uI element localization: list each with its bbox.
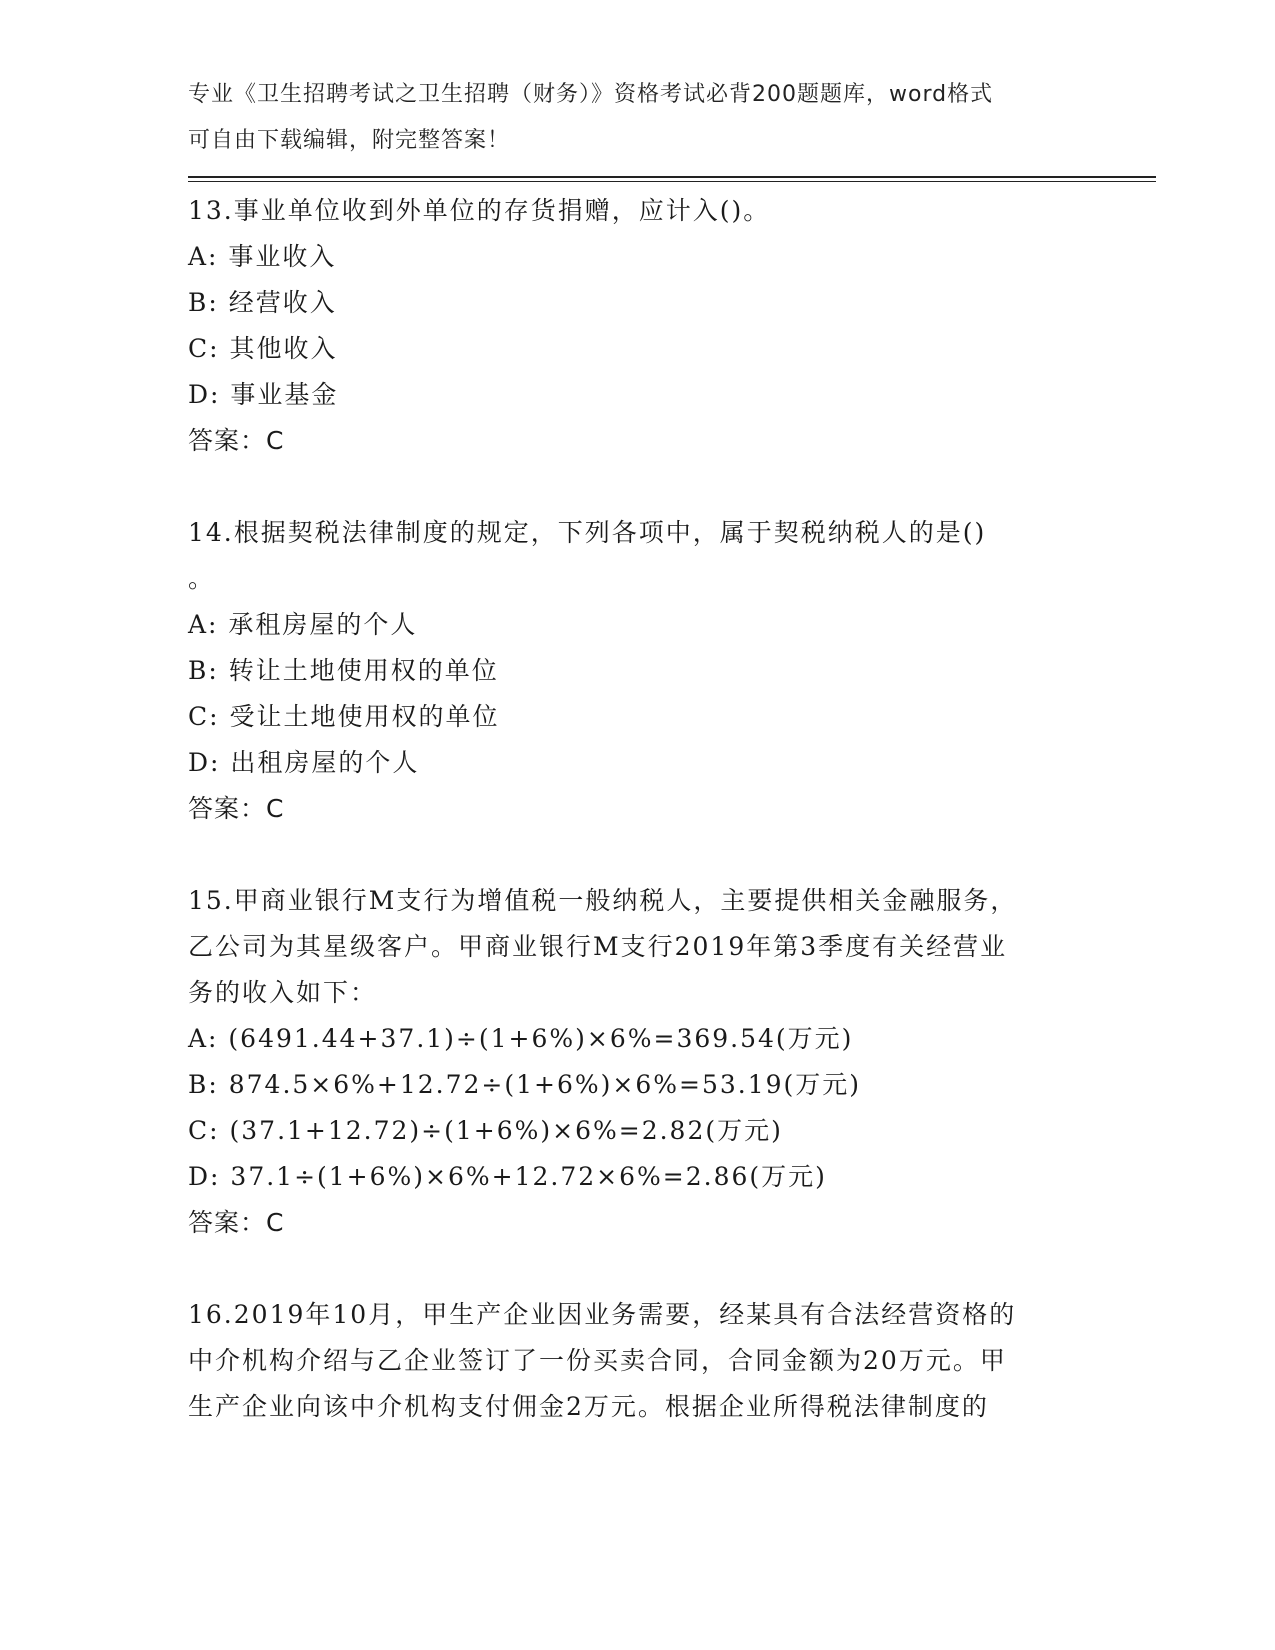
question-15-option-b: B: 874.5×6%+12.72÷(1+6%)×6%=53.19(万元)	[188, 1070, 862, 1099]
question-13-answer: 答案：C	[188, 426, 285, 455]
document-header	[188, 72, 1068, 164]
question-13-option-c: C: 其他收入	[188, 334, 338, 363]
question-14-stem-line-1: 14.根据契税法律制度的规定，下列各项中，属于契税纳税人的是()	[188, 518, 987, 547]
question-15-option-d: D: 37.1÷(1+6%)×6%+12.72×6%=2.86(万元)	[188, 1162, 827, 1191]
question-16-stem-line-2: 中介机构介绍与乙企业签订了一份买卖合同，合同金额为20万元。甲	[188, 1346, 1007, 1375]
question-15-answer: 答案：C	[188, 1208, 285, 1237]
question-16-stem-line-1: 16.2019年10月，甲生产企业因业务需要，经某具有合法经营资格的	[188, 1300, 1017, 1329]
question-14-stem-line-2: 。	[188, 564, 216, 593]
question-15-stem-line-2: 乙公司为其星级客户。甲商业银行M支行2019年第3季度有关经营业	[188, 932, 1008, 961]
question-16-stem-line-3: 生产企业向该中介机构支付佣金2万元。根据企业所得税法律制度的	[188, 1392, 989, 1421]
question-15-stem-line-1: 15.甲商业银行M支行为增值税一般纳税人，主要提供相关金融服务，	[188, 886, 1018, 915]
question-13-option-d: D: 事业基金	[188, 380, 339, 409]
question-15-stem-line-3: 务的收入如下：	[188, 978, 378, 1007]
question-15	[188, 878, 1078, 1246]
question-13-option-b: B: 经营收入	[188, 288, 337, 317]
question-14-option-b: B: 转让土地使用权的单位	[188, 656, 499, 685]
question-16	[188, 1292, 1078, 1430]
question-list	[188, 188, 1078, 1430]
header-rule-thin	[188, 181, 1156, 182]
header-line-1: 专业《卫生招聘考试之卫生招聘（财务）》资格考试必背200题题库，word格式	[188, 82, 994, 107]
question-14-answer: 答案：C	[188, 794, 285, 823]
header-rule-thick	[188, 176, 1156, 178]
question-spacer	[188, 1246, 1078, 1292]
question-15-option-c: C: (37.1+12.72)÷(1+6%)×6%=2.82(万元)	[188, 1116, 783, 1145]
question-14-option-c: C: 受让土地使用权的单位	[188, 702, 500, 731]
question-13-stem: 13.事业单位收到外单位的存货捐赠，应计入()。	[188, 196, 771, 225]
question-14	[188, 510, 1078, 832]
question-14-option-d: D: 出租房屋的个人	[188, 748, 420, 777]
question-spacer	[188, 832, 1078, 878]
question-14-option-a: A: 承租房屋的个人	[188, 610, 418, 639]
question-spacer	[188, 464, 1078, 510]
question-13	[188, 188, 1078, 464]
question-15-option-a: A: (6491.44+37.1)÷(1+6%)×6%=369.54(万元)	[188, 1024, 854, 1053]
question-13-option-a: A: 事业收入	[188, 242, 337, 271]
header-line-2: 可自由下载编辑，附完整答案！	[188, 128, 511, 153]
